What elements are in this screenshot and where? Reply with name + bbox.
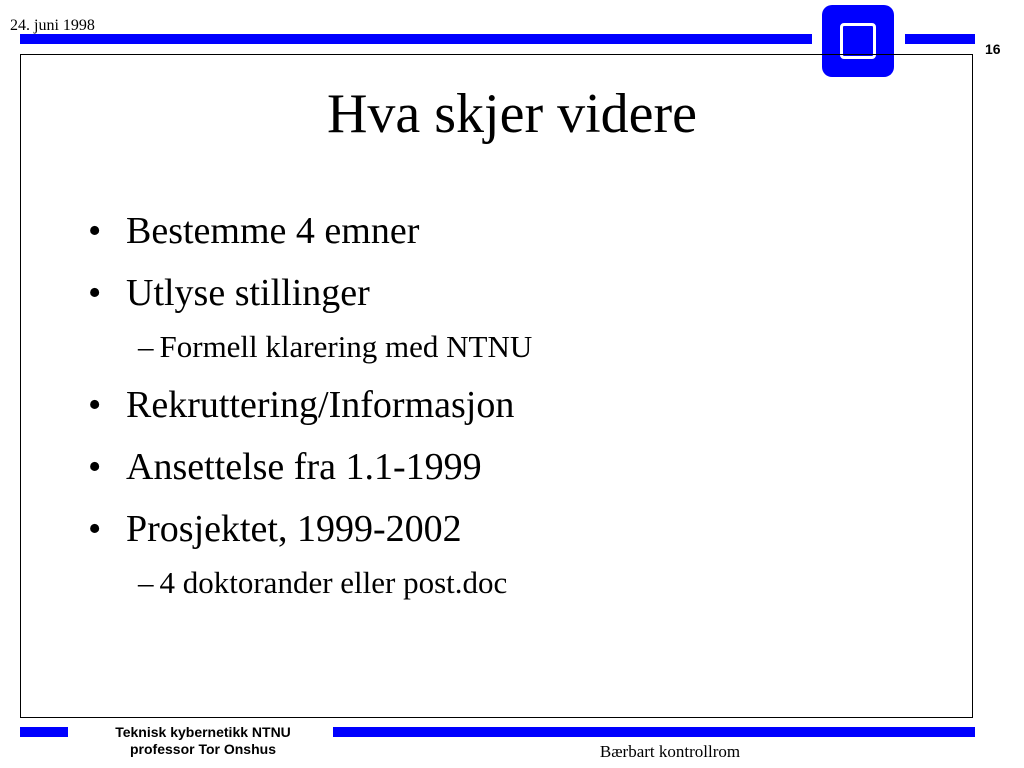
header-bar-left	[20, 34, 812, 44]
sub-bullet-item	[88, 328, 948, 366]
footer-org-line1: Teknisk kybernetikk NTNU	[115, 724, 291, 740]
bullet-item	[88, 506, 948, 552]
dash-icon: –	[138, 329, 154, 364]
footer-org-line2: professor Tor Onshus	[130, 741, 276, 757]
sub-bullet-item	[88, 564, 948, 602]
bullet-item	[88, 444, 948, 490]
logo-circle-icon	[844, 27, 872, 55]
page-number: 16	[985, 41, 1001, 57]
bullet-item	[88, 270, 948, 316]
bullet-text: Prosjektet, 1999-2002	[126, 508, 462, 550]
bullet-text: Ansettelse fra 1.1-1999	[126, 446, 482, 488]
footer-organization	[80, 724, 326, 758]
bullet-list	[88, 208, 948, 618]
dash-icon: –	[138, 565, 154, 600]
bullet-icon: •	[88, 508, 102, 550]
bullet-item	[88, 382, 948, 428]
bullet-text: Rekruttering/Informasjon	[126, 384, 515, 426]
sub-bullet-text: Formell klarering med NTNU	[159, 329, 533, 364]
bullet-item	[88, 208, 948, 254]
bullet-icon: •	[88, 384, 102, 426]
sub-bullet-text: 4 doktorander eller post.doc	[159, 565, 508, 600]
header-bar-right	[905, 34, 975, 44]
bullet-icon: •	[88, 272, 102, 314]
bullet-text: Bestemme 4 emner	[126, 210, 420, 252]
slide-title: Hva skjer videre	[326, 83, 698, 145]
bullet-text: Utlyse stillinger	[126, 272, 370, 314]
bullet-icon: •	[88, 446, 102, 488]
footer-bar-right	[333, 727, 975, 737]
bullet-icon: •	[88, 210, 102, 252]
footer-presentation-title: Bærbart kontrollrom	[599, 742, 741, 761]
slide-date: 24. juni 1998	[10, 17, 95, 34]
footer-bar-left	[20, 727, 68, 737]
